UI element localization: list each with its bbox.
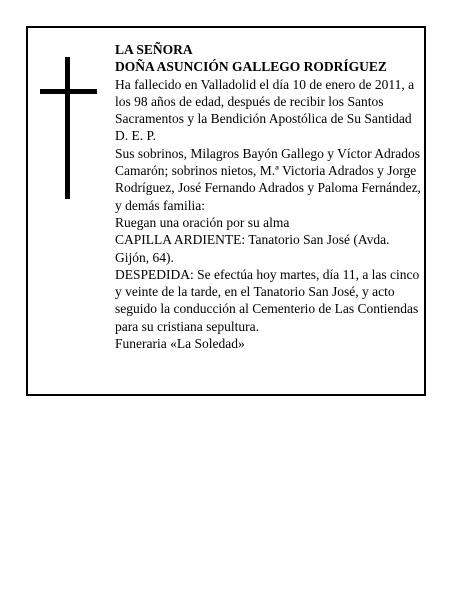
death-announcement: Ha fallecido en Valladolid el día 10 de enero de 2011, a los 98 años de edad, después de recibir los Santos Sacramentos y la Bendición Apostólica de Su Santidad D. E. P. [115, 76, 415, 144]
family-members: Sus sobrinos, Milagros Bayón Gallego y Víctor Adrados Camarón; sobrinos nietos, M.ª Victoria Adrados y Jorge Rodríguez, José Fernando Adrados y Paloma Fernández, y demás familia: [115, 145, 421, 213]
farewell-info: DESPEDIDA: Se efectúa hoy martes, día 11, a las cinco y veinte de la tarde, en el Tanatorio San José, y acto seguido la conducción al Cementerio de Las Contiendas para su cristiana sepultura. [115, 266, 420, 334]
notice-title-line1: LA SEÑORA [115, 42, 193, 57]
cross-vertical-bar [65, 57, 70, 199]
deceased-name: DOÑA ASUNCIÓN GALLEGO RODRÍGUEZ [115, 59, 387, 75]
latin-cross-icon [40, 57, 100, 199]
funeral-home: Funeraria «La Soledad» [115, 336, 245, 352]
cross-horizontal-bar [40, 89, 97, 94]
prayer-request: Ruegan una oración por su alma [115, 214, 290, 230]
obituary-notice [26, 26, 426, 396]
notice-text [115, 41, 423, 352]
chapel-info: CAPILLA ARDIENTE: Tanatorio San José (Avda. Gijón, 64). [115, 232, 390, 265]
